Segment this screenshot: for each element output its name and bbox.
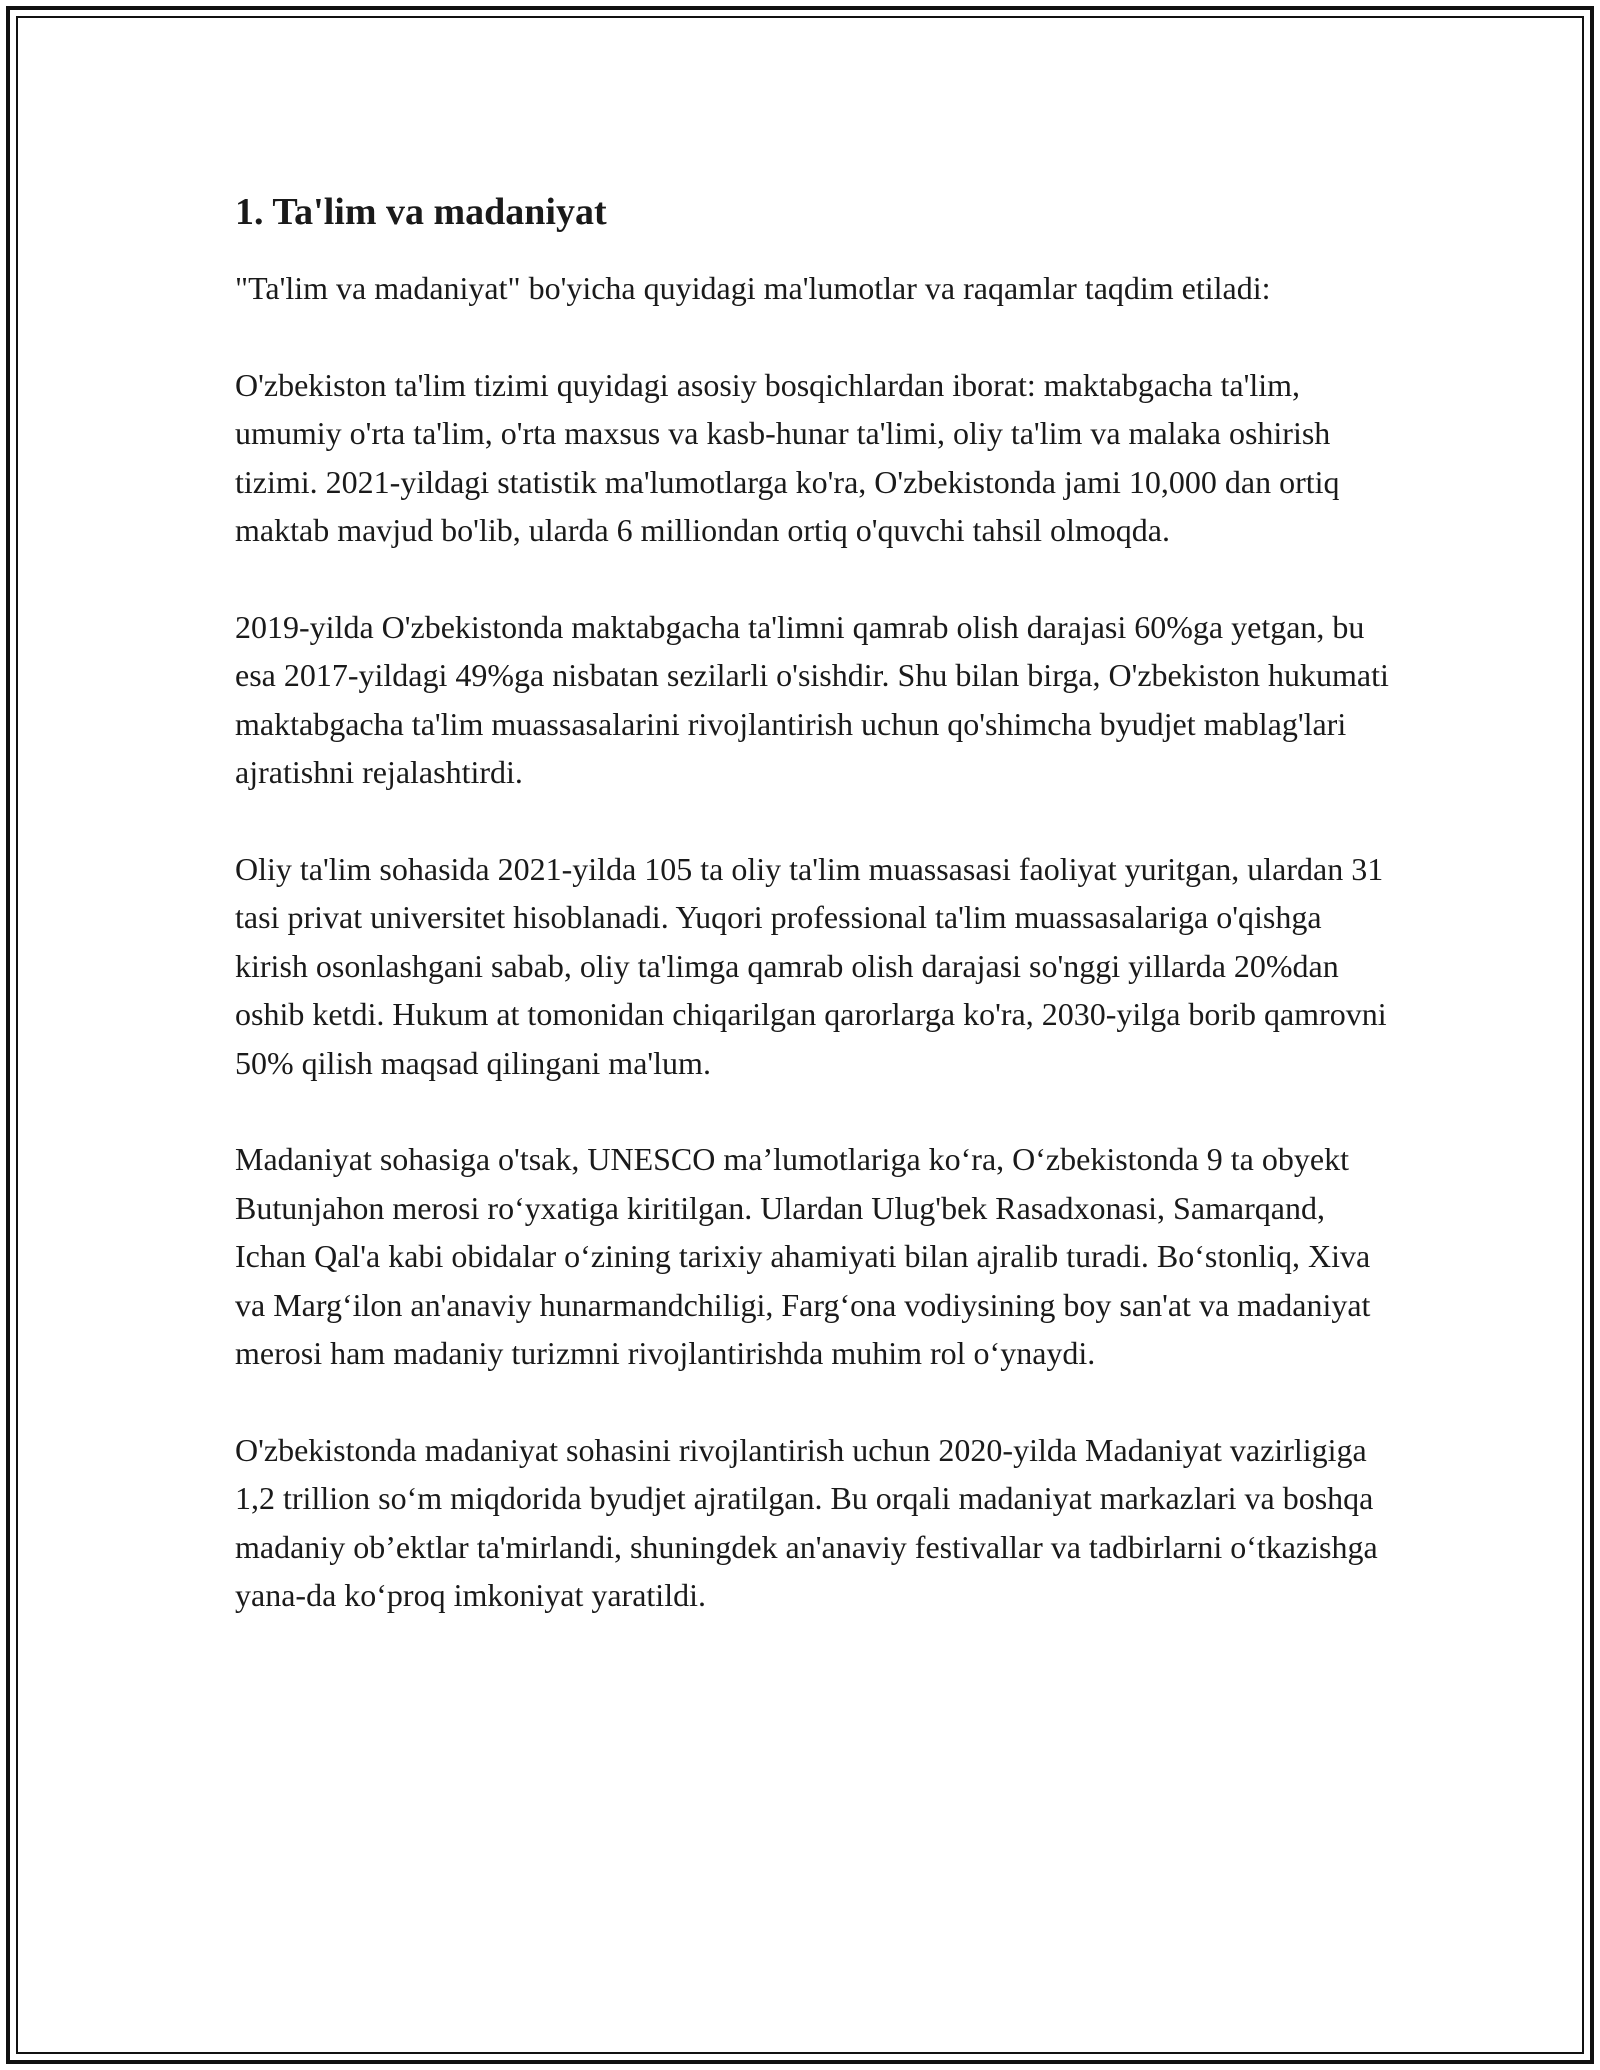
- section-heading: 1. Ta'lim va madaniyat: [235, 191, 607, 233]
- document-body: [235, 188, 1395, 1620]
- intro-paragraph: "Ta'lim va madaniyat" bo'yicha quyidagi ma'lumotlar va raqamlar taqdim etiladi:: [235, 270, 1271, 306]
- heritage-paragraph: Madaniyat sohasiga o'tsak, UNESCO ma’lumotlariga ko‘ra, O‘zbekistonda 9 ta obyekt Butunjahon merosi ro‘yxatiga kiritilgan. Ulardan Ulug'bek Rasadxonasi, Samarqand, Ichan Qal'a kabi obidalar o‘zining tarixiy ahamiyati bilan ajralib turadi. Bo‘stonliq, Xiva va Marg‘ilon an'anaviy hunarmandchiligi, Farg‘ona vodiysining boy san'at va madaniyat merosi ham madaniy turizmni rivojlantirishda muhim rol o‘ynaydi.: [235, 1141, 1371, 1371]
- education-system-paragraph: O'zbekiston ta'lim tizimi quyidagi asosiy bosqichlardan iborat: maktabgacha ta'lim, umumiy o'rta ta'lim, o'rta maxsus va kasb-hunar ta'limi, oliy ta'lim va malaka oshirish tizimi. 2021-yildagi statistik ma'lumotlarga ko'ra, O'zbekistonda jami 10,000 dan ortiq maktab mavjud bo'lib, ularda 6 milliondan ortiq o'quvchi tahsil olmoqda.: [235, 366, 1340, 548]
- preschool-paragraph: 2019-yilda O'zbekistonda maktabgacha ta'limni qamrab olish darajasi 60%ga yetgan, bu esa 2017-yildagi 49%ga nisbatan sezilarli o'sishdir. Shu bilan birga, O'zbekiston hukumati maktabgacha ta'lim muassasalarini rivojlantirish uchun qo'shimcha byudjet mablag'lari ajratishni rejalashtirdi.: [235, 608, 1389, 790]
- culture-budget-paragraph: O'zbekistonda madaniyat sohasini rivojlantirish uchun 2020-yilda Madaniyat vazirligiga 1,2 trillion so‘m miqdorida byudjet ajratilgan. Bu orqali madaniyat markazlari va boshqa madaniy ob’ektlar ta'mirlandi, shuningdek an'anaviy festivallar va tadbirlarni o‘tkazishga yana-da ko‘proq imkoniyat yaratildi.: [235, 1431, 1378, 1613]
- higher-education-paragraph: Oliy ta'lim sohasida 2021-yilda 105 ta oliy ta'lim muassasasi faoliyat yuritgan, ulardan 31 tasi privat universitet hisoblanadi. Yuqori professional ta'lim muassasalariga o'qishga kirish osonlashgani sabab, oliy ta'limga qamrab olish darajasi so'nggi yillarda 20%dan oshib ketdi. Hukum at tomonidan chiqarilgan qarorlarga ko'ra, 2030-yilga borib qamrovni 50% qilish maqsad qilingani ma'lum.: [235, 850, 1387, 1081]
